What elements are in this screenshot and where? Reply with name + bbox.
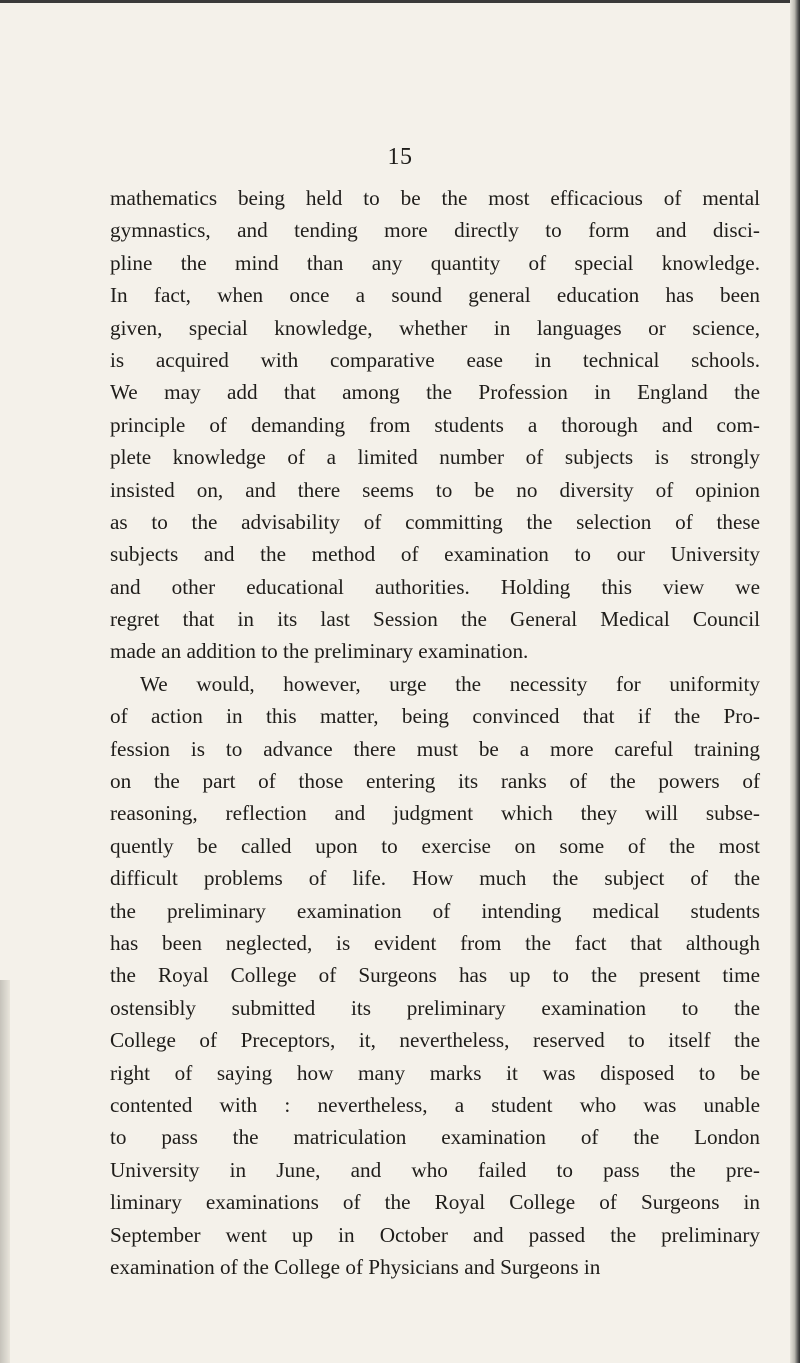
paragraph: [110, 182, 760, 668]
text-line: regret that in its last Session the General Medical Council: [110, 607, 760, 632]
text-line: College of Preceptors, it, nevertheless, reserved to itself the: [110, 1028, 760, 1053]
text-line: insisted on, and there seems to be no diversity of opinion: [110, 477, 760, 502]
page-number: 15: [387, 144, 413, 170]
text-line: University in June, and who failed to pass the pre-: [110, 1157, 760, 1182]
text-line: difficult problems of life. How much the subject of the: [110, 866, 760, 891]
page-top-edge: [0, 0, 790, 3]
text-line: made an addition to the preliminary examination.: [110, 639, 529, 664]
text-line: to pass the matriculation examination of the London: [110, 1125, 760, 1150]
text-line: as to the advisability of committing the selection of these: [110, 509, 760, 534]
text-line: and other educational authorities. Holding this view we: [110, 574, 760, 599]
text-line: has been neglected, is evident from the fact that although: [110, 930, 760, 955]
text-line: subjects and the method of examination to our University: [110, 542, 760, 567]
text-line: reasoning, reflection and judgment which they will subse-: [110, 801, 760, 826]
text-line: principle of demanding from students a thorough and com-: [110, 412, 760, 437]
text-line: pline the mind than any quantity of special knowledge.: [110, 250, 760, 275]
text-line: examination of the College of Physicians and Surgeons in: [110, 1254, 601, 1279]
text-line: ostensibly submitted its preliminary examination to the: [110, 995, 760, 1020]
text-line: given, special knowledge, whether in languages or science,: [110, 315, 760, 340]
page-left-edge-shadow: [0, 980, 10, 1363]
text-line: liminary examinations of the Royal College of Surgeons in: [110, 1190, 760, 1215]
text-line: fession is to advance there must be a more careful training: [110, 736, 760, 761]
text-line: We may add that among the Profession in England the: [110, 380, 760, 405]
text-line: is acquired with comparative ease in technical schools.: [110, 347, 760, 372]
page-right-edge-shadow: [790, 0, 800, 1363]
body-text: [110, 182, 760, 1283]
text-line: contented with : nevertheless, a student who was unable: [110, 1092, 760, 1117]
text-line: the preliminary examination of intending medical students: [110, 898, 760, 923]
paragraph: [110, 668, 760, 1283]
text-line: quently be called upon to exercise on some of the most: [110, 833, 760, 858]
text-line: gymnastics, and tending more directly to form and disci-: [110, 218, 760, 243]
text-line: the Royal College of Surgeons has up to the present time: [110, 963, 760, 988]
text-line: mathematics being held to be the most efficacious of mental: [110, 186, 760, 210]
text-line: In fact, when once a sound general education has been: [110, 283, 760, 308]
text-line: September went up in October and passed the preliminary: [110, 1222, 760, 1247]
text-line: on the part of those entering its ranks of the powers of: [110, 769, 760, 794]
text-line: right of saying how many marks it was disposed to be: [110, 1060, 760, 1085]
text-line: plete knowledge of a limited number of subjects is strongly: [110, 445, 760, 470]
text-line: We would, however, urge the necessity for uniformity: [140, 671, 760, 696]
text-line: of action in this matter, being convinced that if the Pro-: [110, 704, 760, 729]
